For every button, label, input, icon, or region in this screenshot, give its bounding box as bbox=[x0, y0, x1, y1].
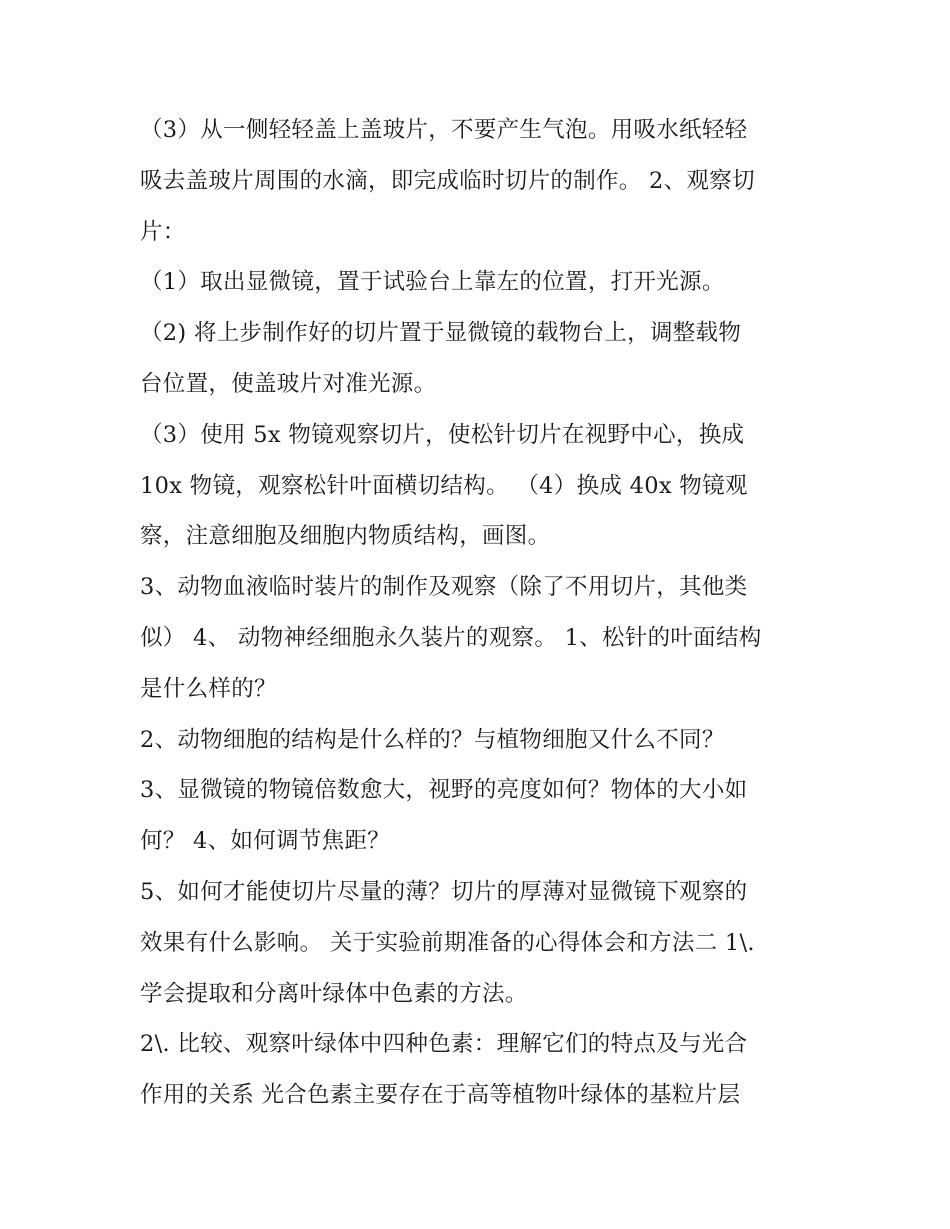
text-line: 片： bbox=[140, 218, 186, 245]
text-line: 似） 4、 动物神经细胞永久装片的观察。 1、松针的叶面结构 bbox=[140, 624, 762, 651]
text-line: 2\. 比较、观察叶绿体中四种色素：理解它们的特点及与光合 bbox=[140, 1031, 748, 1058]
body-text bbox=[140, 105, 810, 1121]
text-line: 察，注意细胞及细胞内物质结构，画图。 bbox=[140, 523, 551, 550]
text-line: 何？ 4、如何调节焦距？ bbox=[140, 828, 391, 855]
text-line: 10x 物镜，观察松针叶面横切结构。 （4）换成 40x 物镜观 bbox=[140, 472, 748, 499]
text-line: 学会提取和分离叶绿体中色素的方法。 bbox=[140, 980, 528, 1007]
text-line: 3、显微镜的物镜倍数愈大，视野的亮度如何？物体的大小如 bbox=[140, 777, 748, 804]
text-line: 是什么样的？ bbox=[140, 675, 277, 702]
text-line: 2、动物细胞的结构是什么样的？与植物细胞又什么不同？ bbox=[140, 726, 725, 753]
text-line: 吸去盖玻片周围的水滴，即完成临时切片的制作。 2、观察切 bbox=[140, 167, 755, 194]
text-line: （3）从一侧轻轻盖上盖玻片，不要产生气泡。用吸水纸轻轻 bbox=[140, 117, 748, 143]
text-line: 作用的关系 光合色素主要存在于高等植物叶绿体的基粒片层 bbox=[140, 1082, 741, 1109]
text-line: （3）使用 5x 物镜观察切片，使松针切片在视野中心，换成 bbox=[140, 421, 745, 448]
text-line: （1）取出显微镜，置于试验台上靠左的位置，打开光源。 bbox=[140, 269, 725, 296]
text-line: 5、如何才能使切片尽量的薄？切片的厚薄对显微镜下观察的 bbox=[140, 878, 748, 905]
text-line: 3、动物血液临时装片的制作及观察（除了不用切片，其他类 bbox=[140, 574, 748, 601]
text-line: 效果有什么影响。 关于实验前期准备的心得体会和方法二 1\. bbox=[140, 929, 755, 956]
text-line: 台位置，使盖玻片对准光源。 bbox=[140, 370, 437, 397]
text-line: （2) 将上步制作好的切片置于显微镜的载物台上，调整载物 bbox=[140, 320, 742, 347]
